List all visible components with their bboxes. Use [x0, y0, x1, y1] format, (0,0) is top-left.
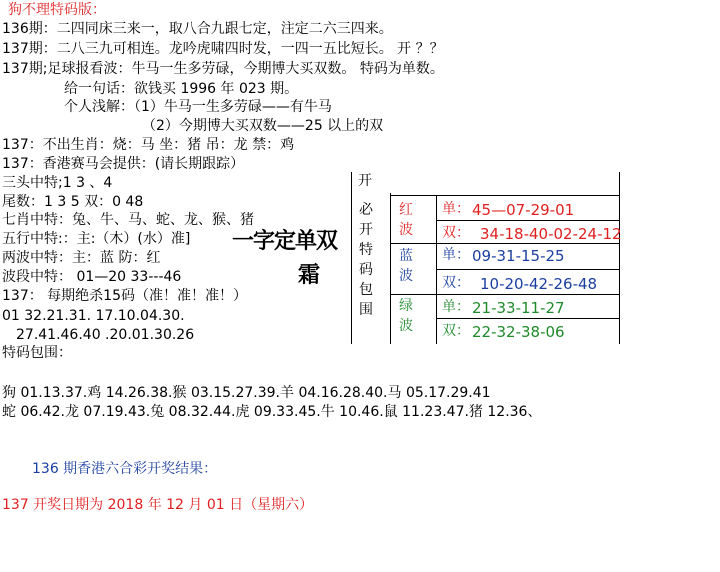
line-five: 五行中特:：主:（木）(水）准] — [2, 231, 191, 247]
line-hk: 137：香港赛马会提供：(请长期跟踪） — [2, 156, 245, 172]
blue-wave-label: 蓝波 — [399, 248, 413, 284]
table-kai: 开 — [358, 173, 372, 189]
table-row-line-4 — [390, 294, 620, 295]
table-divider-1 — [390, 193, 391, 344]
line-two-wave: 两波中特：主：蓝 防：红 — [2, 250, 161, 266]
line-surround: 特码包围： — [2, 345, 72, 361]
line-seven: 七肖中特：兔、牛、马、蛇、龙、猴、猪 — [2, 212, 254, 228]
table-row-value: 21-33-11-27 — [472, 299, 565, 317]
line-segment: 波段中特： 01—20 33---46 — [2, 269, 182, 285]
row-tag: 单： — [442, 247, 470, 263]
table-row-value: 34-18-40-02-24-12 — [480, 225, 622, 243]
table-col-label: 必开特码包围 — [359, 202, 373, 318]
table-row-value: 09-31-15-25 — [472, 247, 565, 265]
table-left-border — [351, 172, 352, 344]
line-personal-2: （2）今期博大买双数——25 以上的双 — [142, 118, 384, 134]
document-title: 狗不理特码版： — [8, 2, 106, 18]
line-tail: 尾数：1 3 5 双：0 48 — [2, 194, 144, 210]
red-wave-label: 红波 — [399, 202, 413, 238]
table-row-line-1 — [436, 220, 620, 221]
line-kill: 137： 每期绝杀15码（准！准！准！） — [2, 288, 247, 304]
table-row-line-3 — [436, 269, 620, 270]
line-head3: 三头中特;1 3 、4 — [2, 175, 113, 191]
big-text-2: 霜 — [298, 262, 320, 288]
table-row-line-5 — [436, 318, 620, 319]
table-row — [442, 200, 470, 218]
date-line: 137 开奖日期为 2018 年 12 月 01 日（星期六） — [2, 497, 314, 513]
table-row-value: 10-20-42-26-48 — [480, 275, 598, 293]
line-give: 给一句话：欲钱买 1996 年 023 期。 — [64, 81, 299, 97]
table-row-line-2 — [390, 243, 620, 244]
line-136: 136期：二四同床三来一，取八合九跟七定，注定二六三四来。 — [2, 21, 393, 37]
zodiac-line-2: 蛇 06.42.龙 07.19.43.兔 08.32.44.虎 09.33.45.牛 10.46.鼠 11.23.47.猪 12.36、 — [2, 404, 542, 420]
result-line: 136 期香港六合彩开奖结果： — [32, 461, 218, 477]
row-tag: 单： — [442, 201, 470, 217]
line-personal: 个人浅解：（1）牛马一生多劳碌——有牛马 — [64, 99, 332, 115]
big-text-1: 一字定单双 — [232, 228, 338, 254]
line-kill-1: 01 32.21.31. 17.10.04.30. — [2, 308, 185, 324]
table-row — [442, 274, 470, 292]
table-row — [442, 246, 470, 264]
table-row-value: 45—07-29-01 — [472, 201, 575, 219]
zodiac-line-1: 狗 01.13.37.鸡 14.26.38.猴 03.15.27.39.羊 04.16.28.40.马 05.17.29.41 — [2, 385, 491, 401]
line-137-a: 137期：二八三九可相连。龙吟虎啸四时发，一四一五比短长。 开 ？？ — [2, 41, 444, 57]
row-tag: 双： — [442, 225, 470, 241]
table-top-line — [390, 195, 620, 196]
table-row-value: 22-32-38-06 — [472, 323, 565, 341]
line-not-out: 137：不出生肖：烧：马 坐：猪 吊：龙 禁：鸡 — [2, 137, 295, 153]
row-tag: 单： — [442, 299, 470, 315]
table-row — [442, 298, 470, 316]
row-tag: 双： — [442, 275, 470, 291]
line-137-b: 137期;足球报看波：牛马一生多劳碌，今期博大买双数。 特码为单数。 — [2, 61, 444, 77]
row-tag: 双： — [442, 323, 470, 339]
line-kill-2: 27.41.46.40 .20.01.30.26 — [16, 327, 195, 343]
table-row — [442, 322, 470, 340]
green-wave-label: 绿波 — [399, 298, 413, 334]
table-row — [442, 224, 470, 242]
